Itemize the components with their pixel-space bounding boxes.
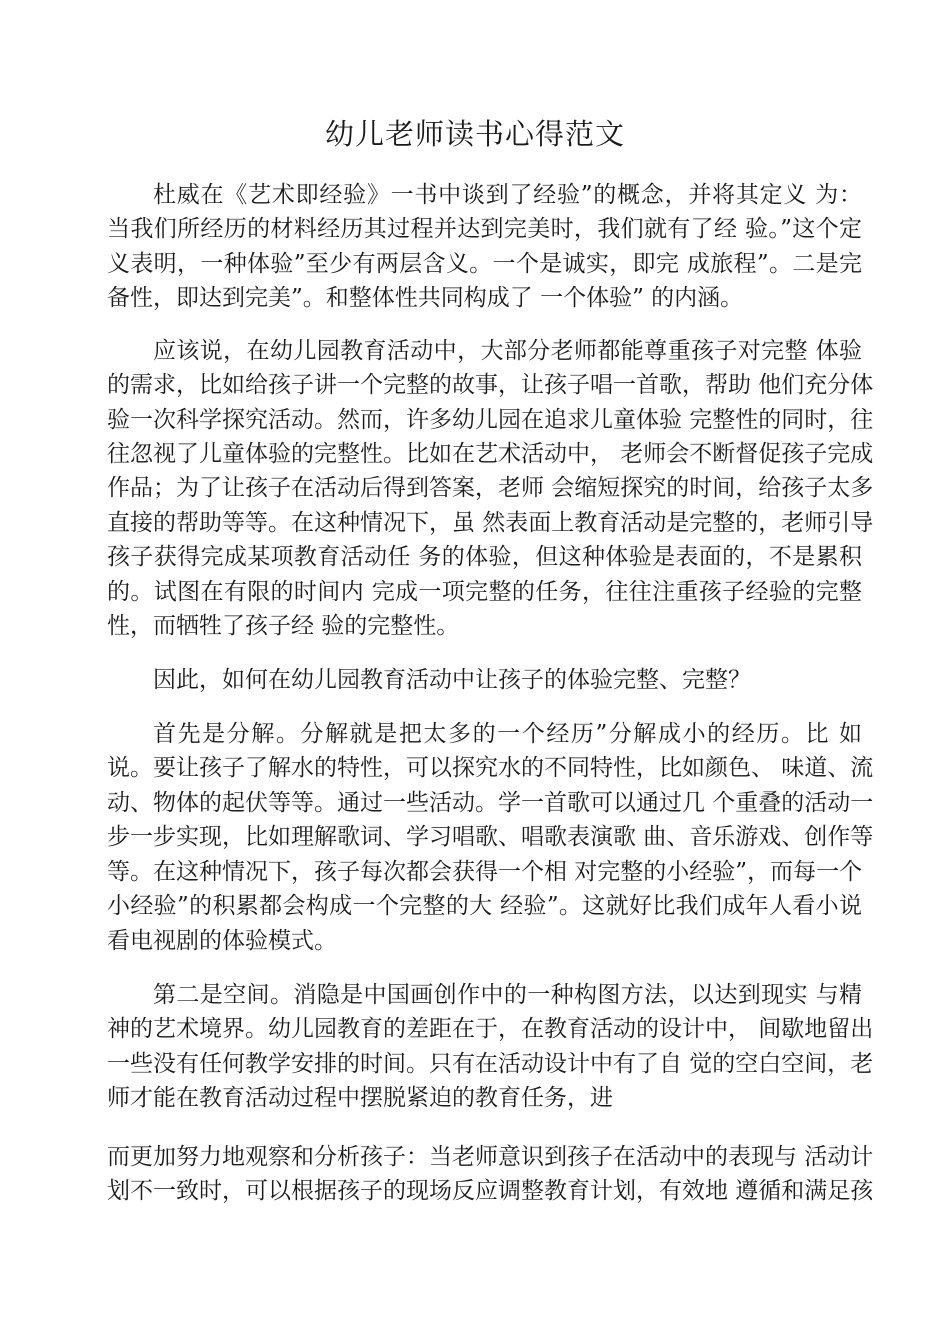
paragraph-line: 首先是分解。分解就是把太多的一个经历”分解成小的经历。比 如 [153,721,862,747]
paragraph-line: 看电视剧的体验模式。 [107,928,337,954]
paragraph-line: 性，而牺牲了孩子经 验的完整性。 [107,613,460,639]
paragraph-line: 划不一致时，可以根据孩子的现场反应调整教育计划，有效地 遵循和满足孩 [107,1178,874,1204]
paragraph-line: 一些没有任何教学安排的时间。只有在活动设计中有了自 觉的空白空间，老 [107,1051,874,1077]
paragraph-line: 备性，即达到完美”。和整体性共同构成了 一个体验” 的内涵。 [107,285,744,311]
paragraph-line: 动、物体的起伏等等。通过一些活动。学一首歌可以通过几 个重叠的活动一 [107,790,874,816]
paragraph-line: 的需求，比如给孩子讲一个完整的故事，让孩子唱一首歌，帮助 他们充分体 [107,372,874,398]
paragraph-line: 直接的帮助等等。在这种情况下，虽 然表面上教育活动是完整的，老师引导 [107,510,874,536]
paragraph-line: 验一次科学探究活动。然而，许多幼儿园在追求儿童体验 完整性的同时，往 [107,407,874,433]
paragraph-line: 应该说，在幼儿园教育活动中，大部分老师都能尊重孩子对完整 体验 [153,338,862,364]
paragraph-line: 孩子获得完成某项教育活动任 务的体验，但这种体验是表面的，不是累积 [107,544,862,570]
paragraph-line: 当我们所经历的材料经历其过程并达到完美时，我们就有了经 验。”这个定 [107,216,862,242]
paragraph-line: 义表明，一种体验”至少有两层含义。一个是诚实，即完 成旅程”。二是完 [107,251,862,277]
paragraph-line: 说。要让孩子了解水的特性，可以探究水的不同特性，比如颜色、 味道、流 [107,755,874,781]
paragraph-line: 作品；为了让孩子在活动后得到答案，老师 会缩短探究的时间，给孩子太多 [107,475,874,501]
paragraph-line: 而更加努力地观察和分析孩子：当老师意识到孩子在活动中的表现与 活动计 [107,1144,874,1170]
paragraph-line: 等。在这种情况下，孩子每次都会获得一个相 对完整的小经验”，而每一个 [107,859,863,885]
paragraph-line: 第二是空间。消隐是中国画创作中的一种构图方法，以达到现实 与精 [153,982,862,1008]
paragraph-line: 小经验”的积累都会构成一个完整的大 经验”。这就好比我们成年人看小说 [107,893,862,919]
paragraph-line: 往忽视了儿童体验的完整性。比如在艺术活动中， 老师会不断督促孩子完成 [107,441,874,467]
paragraph-line: 步一步实现，比如理解歌词、学习唱歌、唱歌表演歌 曲、音乐游戏、创作等 [107,824,874,850]
paragraph-line: 师才能在教育活动过程中摆脱紧迫的教育任务，进 [107,1085,613,1111]
paragraph-line: 因此，如何在幼儿园教育活动中让孩子的体验完整、完整？ [153,667,751,693]
paragraph-line: 神的艺术境界。幼儿园教育的差距在于，在教育活动的设计中， 间歇地留出 [107,1016,874,1042]
paragraph-line: 的。试图在有限的时间内 完成一项完整的任务，往往注重孩子经验的完整 [107,579,862,605]
paragraph-line: 杜威在《艺术即经验》一书中谈到了经验”的概念，并将其定义 为： [153,182,862,208]
document-title: 幼儿老师读书心得范文 [324,117,625,151]
